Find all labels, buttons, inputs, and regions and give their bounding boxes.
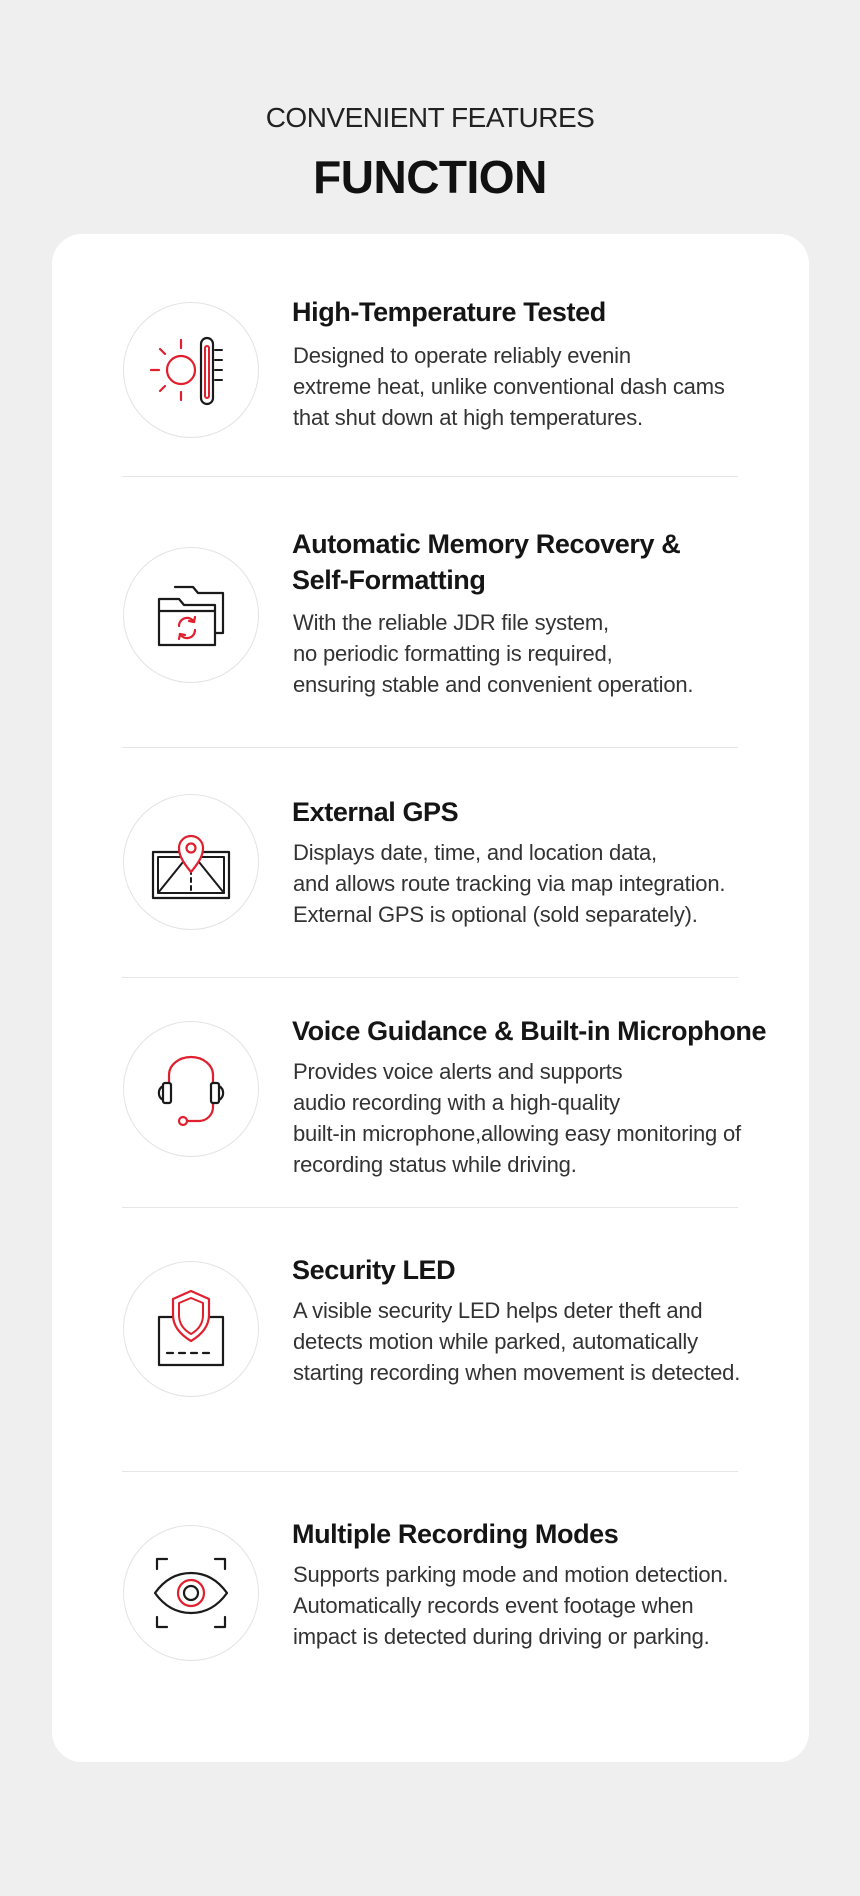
headset-microphone-icon xyxy=(123,1021,259,1157)
gps-map-pin-icon xyxy=(123,794,259,930)
section-eyebrow: CONVENIENT FEATURES xyxy=(265,102,595,133)
feature-description xyxy=(293,607,793,700)
feature-title xyxy=(292,1252,792,1288)
feature-description-line: detects motion while parked, automatically xyxy=(293,1329,698,1354)
divider xyxy=(122,747,738,748)
feature-title xyxy=(292,294,792,330)
feature-description-line: With the reliable JDR file system, xyxy=(293,610,609,635)
feature-description xyxy=(293,1559,793,1652)
folder-recovery-icon xyxy=(123,547,259,683)
feature-title xyxy=(292,794,792,830)
feature-description-line: Supports parking mode and motion detection. xyxy=(293,1562,729,1587)
section-title: FUNCTION xyxy=(313,151,547,203)
feature-title-line: High-Temperature Tested xyxy=(292,297,606,327)
feature-title-line: Self-Formatting xyxy=(292,565,486,595)
feature-description-line: starting recording when movement is detected. xyxy=(293,1360,741,1385)
feature-description-line: built-in microphone,allowing easy monitoring of xyxy=(293,1121,741,1146)
feature-title xyxy=(292,1516,792,1552)
feature-description-line: External GPS is optional (sold separately). xyxy=(293,902,698,927)
feature-description-line: impact is detected during driving or parking. xyxy=(293,1624,710,1649)
divider xyxy=(122,1207,738,1208)
feature-description-line: A visible security LED helps deter theft and xyxy=(293,1298,703,1323)
sun-thermometer-icon xyxy=(123,302,259,438)
feature-title-line: Multiple Recording Modes xyxy=(292,1519,619,1549)
feature-description-line: no periodic formatting is required, xyxy=(293,641,613,666)
feature-description-line: and allows route tracking via map integration. xyxy=(293,871,726,896)
eye-focus-icon xyxy=(123,1525,259,1661)
feature-title xyxy=(292,526,792,598)
security-shield-led-icon xyxy=(123,1261,259,1397)
divider xyxy=(122,476,738,477)
feature-description-line: Designed to operate reliably evenin xyxy=(293,343,631,368)
feature-description-line: ensuring stable and convenient operation. xyxy=(293,672,694,697)
feature-title xyxy=(292,1013,792,1049)
feature-description-line: Displays date, time, and location data, xyxy=(293,840,657,865)
feature-description-line: that shut down at high temperatures. xyxy=(293,405,643,430)
feature-description xyxy=(293,1295,793,1388)
feature-description xyxy=(293,340,793,433)
feature-description-line: recording status while driving. xyxy=(293,1152,577,1177)
feature-card xyxy=(52,234,809,1762)
divider xyxy=(122,1471,738,1472)
feature-description xyxy=(293,1056,793,1180)
feature-description xyxy=(293,837,793,930)
divider xyxy=(122,977,738,978)
feature-description-line: extreme heat, unlike conventional dash cams xyxy=(293,374,725,399)
feature-title-line: Voice Guidance & Built-in Microphone xyxy=(292,1016,767,1046)
feature-title-line: External GPS xyxy=(292,797,459,827)
feature-title-line: Security LED xyxy=(292,1255,456,1285)
feature-description-line: Provides voice alerts and supports xyxy=(293,1059,623,1084)
feature-description-line: audio recording with a high-quality xyxy=(293,1090,620,1115)
feature-description-line: Automatically records event footage when xyxy=(293,1593,694,1618)
feature-title-line: Automatic Memory Recovery & xyxy=(292,529,681,559)
